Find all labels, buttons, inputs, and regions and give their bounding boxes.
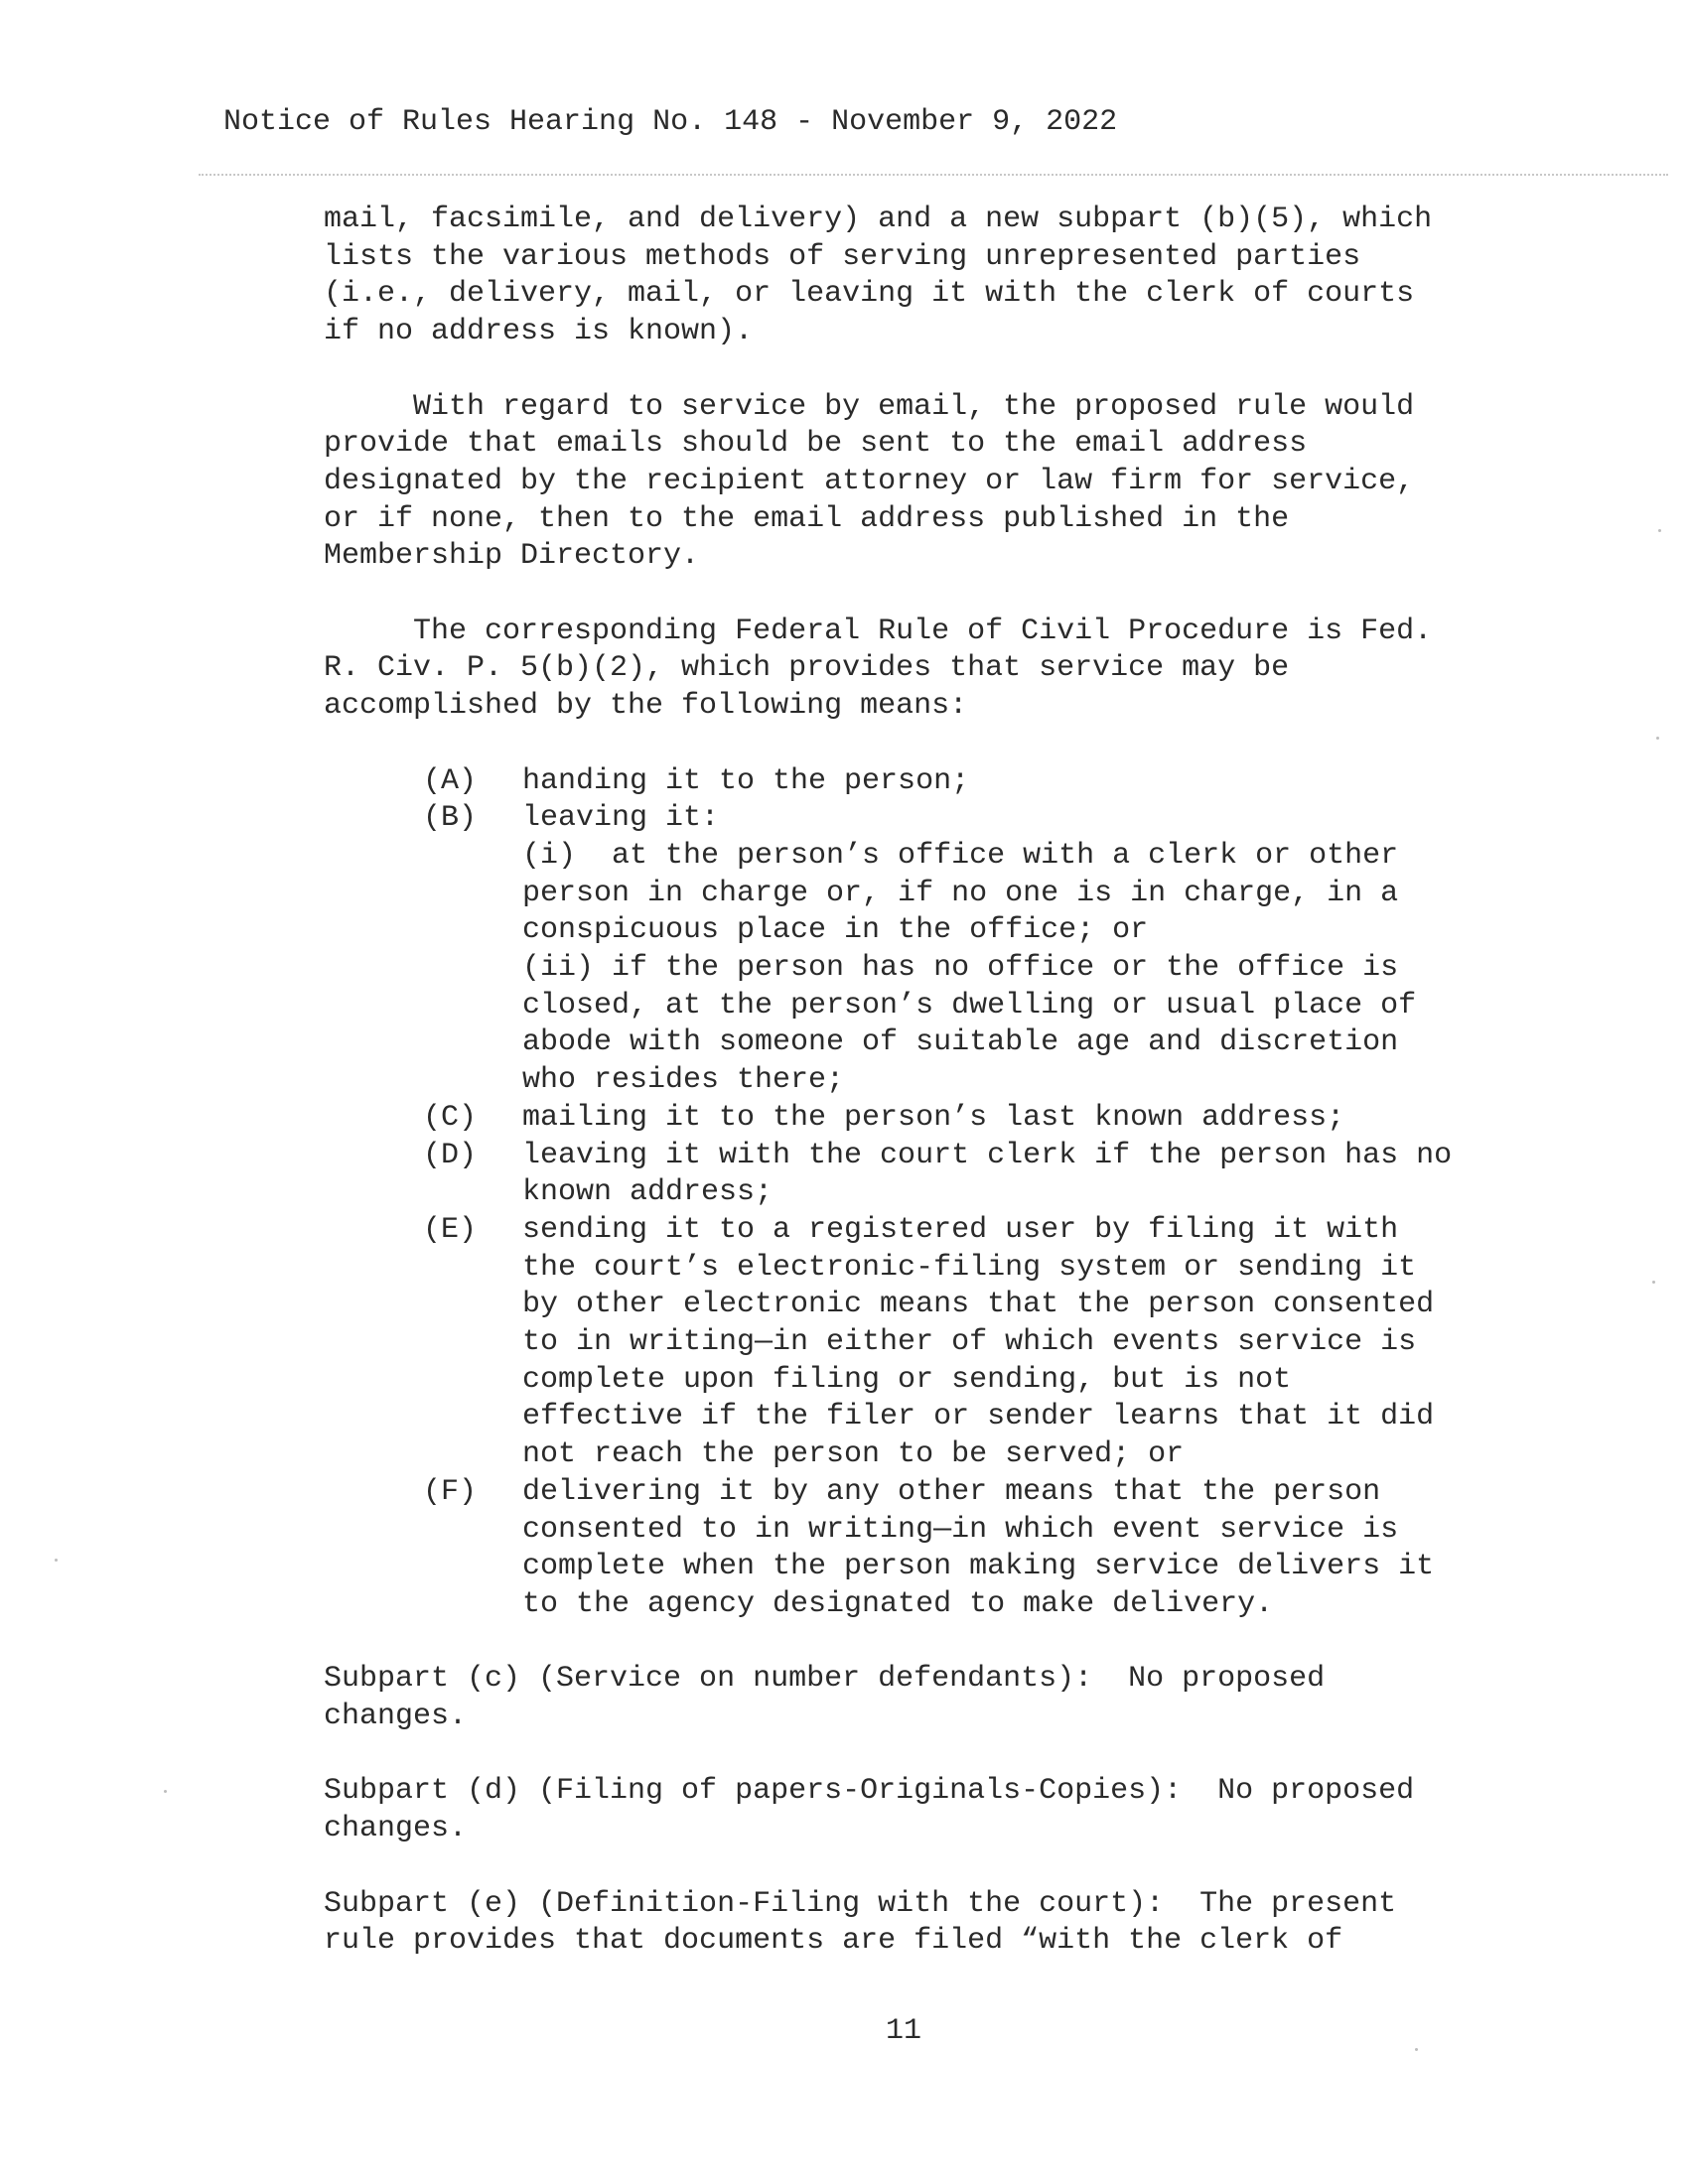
list-item-text: sending it to a registered user by filing it with the court’s electronic-filing system or sending it by other electronic means that the person consented to in writing—in either of which events service is complete upon filing or sending, but is not effective if the filer or sender learns that it did not reach the person to be served; or	[522, 1212, 1435, 1472]
page-number: 11	[885, 2014, 921, 2048]
scan-speck	[1658, 529, 1661, 532]
list-item-label: (B)	[423, 801, 478, 836]
paragraph-email-service: With regard to service by email, the proposed rule would provide that emails should be sent to the email address designated by the recipient attorney or law firm for service, or if none, then to the email address published in the Membership Directory.	[324, 389, 1415, 574]
list-item-text: mailing it to the person’s last known address;	[522, 1100, 1345, 1135]
list-item-label: (F)	[423, 1474, 478, 1509]
list-item	[324, 800, 1644, 1100]
subpart-d-paragraph: Subpart (d) (Filing of papers-Originals-Copies): No proposed changes.	[324, 1774, 1415, 1846]
paragraph-federal-rule: The corresponding Federal Rule of Civil Procedure is Fed. R. Civ. P. 5(b)(2), which provides that service may be accomplished by the following means:	[324, 614, 1433, 724]
list-item	[324, 1138, 1644, 1212]
list-item-text: handing it to the person;	[522, 763, 970, 798]
list-item	[324, 1100, 1644, 1138]
document-body	[324, 202, 1644, 1961]
list-item	[324, 1474, 1644, 1624]
scan-speck	[1415, 2048, 1418, 2051]
list-item-label: (E)	[423, 1212, 478, 1247]
scan-speck	[55, 1559, 58, 1562]
list-item-text: delivering it by any other means that the person consented to in writing—in which event service is complete when the person making service delivers it to the agency designated to make delivery.	[522, 1474, 1435, 1621]
list-item-text: leaving it: (i) at the person’s office with a clerk or other person in charge or, if no one is in charge, in a conspicuous place in the office; or (ii) if the person has no office or the office is closed, at the person’s dwelling or usual place of abode with someone of suitable age and discretion who resides there;	[522, 801, 1417, 1098]
list-item-text: leaving it with the court clerk if the person has no known address;	[522, 1138, 1453, 1210]
service-means-list	[324, 763, 1644, 1624]
subpart-c-paragraph: Subpart (c) (Service on number defendants): No proposed changes.	[324, 1662, 1326, 1734]
scan-speck	[1652, 1281, 1655, 1284]
list-item-label: (C)	[423, 1100, 478, 1135]
list-item	[324, 1212, 1644, 1474]
scan-speck	[1656, 737, 1659, 740]
subpart-e-paragraph: Subpart (e) (Definition-Filing with the court): The present rule provides that documents are filed “with the clerk of	[324, 1886, 1397, 1959]
paragraph-service-methods: mail, facsimile, and delivery) and a new subpart (b)(5), which lists the various methods of serving unrepresented parties (i.e., delivery, mail, or leaving it with the clerk of courts if no address is known).	[324, 203, 1433, 349]
header-divider	[199, 174, 1668, 176]
running-header: Notice of Rules Hearing No. 148 - November 9, 2022	[223, 105, 1118, 139]
scan-speck	[164, 1790, 167, 1793]
list-item	[324, 763, 1644, 801]
list-item-label: (D)	[423, 1138, 478, 1172]
list-item-label: (A)	[423, 763, 478, 798]
